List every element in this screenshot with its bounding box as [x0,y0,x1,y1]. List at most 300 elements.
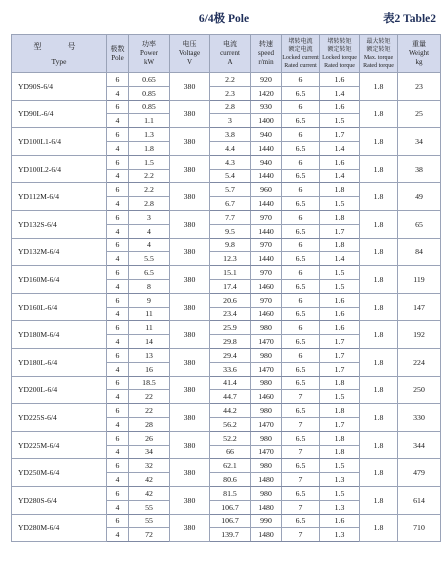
cell-locked-current: 6.5 [282,362,320,376]
cell-locked-current: 6.5 [282,86,320,100]
header-line: 额定转矩 [327,46,352,53]
cell-locked-torque: 1.5 [320,279,360,293]
cell-pole: 6 [107,293,129,307]
cell-speed: 930 [251,100,282,114]
cell-weight: 250 [398,376,441,404]
cell-speed: 1470 [251,445,282,459]
cell-current: 2.3 [210,86,251,100]
cell-weight: 344 [398,431,441,459]
cell-voltage: 380 [170,459,210,487]
cell-weight: 330 [398,404,441,432]
cell-locked-current: 6.5 [282,114,320,128]
header-line: 极数 [110,44,125,53]
cell-locked-current: 6.5 [282,514,320,528]
cell-speed: 920 [251,73,282,87]
cell-current: 41.4 [210,376,251,390]
table-row [12,404,441,418]
cell-speed: 1440 [251,197,282,211]
cell-weight: 147 [398,293,441,321]
table-row [12,486,441,500]
cell-speed: 980 [251,431,282,445]
cell-model: YD100L2-6/4 [12,155,107,183]
header-line: Locked torque [322,54,357,61]
cell-weight: 38 [398,155,441,183]
cell-voltage: 380 [170,266,210,294]
cell-model: YD225S-6/4 [12,404,107,432]
cell-power: 16 [129,362,170,376]
cell-pole: 6 [107,431,129,445]
cell-power: 72 [129,528,170,542]
cell-weight: 710 [398,514,441,542]
cell-locked-torque: 1.5 [320,390,360,404]
cell-locked-torque: 1.5 [320,114,360,128]
cell-pole: 4 [107,528,129,542]
cell-power: 1.3 [129,128,170,142]
cell-speed: 1440 [251,169,282,183]
cell-current: 2.2 [210,73,251,87]
cell-speed: 1480 [251,528,282,542]
cell-power: 22 [129,404,170,418]
table-row [12,348,441,362]
cell-speed: 970 [251,293,282,307]
header-voltage [170,35,210,73]
table-row [12,155,441,169]
cell-locked-current: 6 [282,100,320,114]
cell-pole: 4 [107,445,129,459]
cell-power: 11 [129,321,170,335]
cell-locked-torque: 1.7 [320,335,360,349]
cell-locked-current: 6.5 [282,224,320,238]
cell-locked-torque: 1.5 [320,459,360,473]
cell-current: 106.7 [210,514,251,528]
cell-pole: 4 [107,197,129,211]
cell-speed: 1470 [251,362,282,376]
cell-current: 6.7 [210,197,251,211]
cell-current: 4.4 [210,141,251,155]
cell-speed: 970 [251,238,282,252]
cell-speed: 1440 [251,252,282,266]
cell-model: YD180M-6/4 [12,321,107,349]
cell-current: 29.4 [210,348,251,362]
cell-weight: 23 [398,73,441,101]
header-line: Rated current [284,62,317,69]
cell-locked-torque: 1.8 [320,210,360,224]
cell-current: 5.4 [210,169,251,183]
cell-locked-current: 6.5 [282,404,320,418]
cell-locked-current: 6 [282,128,320,142]
cell-speed: 1470 [251,335,282,349]
cell-voltage: 380 [170,486,210,514]
cell-model: YD112M-6/4 [12,183,107,211]
table-title: 表2 Table2 [383,13,436,25]
cell-power: 4 [129,238,170,252]
header-line: Pole [111,53,124,62]
cell-locked-current: 6.5 [282,459,320,473]
cell-voltage: 380 [170,404,210,432]
cell-power: 4 [129,224,170,238]
header-line: 最大转矩 [366,38,391,45]
cell-model: YD200L-6/4 [12,376,107,404]
header-line: Power [140,49,158,57]
header-line: 堵转转矩 [327,38,352,45]
header-line: 额定电流 [288,46,313,53]
header-line: Rated torque [363,62,394,69]
table-row [12,183,441,197]
cell-locked-torque: 1.6 [320,307,360,321]
cell-locked-torque: 1.5 [320,486,360,500]
cell-pole: 6 [107,266,129,280]
cell-power: 3 [129,210,170,224]
cell-max-torque: 1.8 [360,155,398,183]
cell-power: 0.65 [129,73,170,87]
cell-weight: 49 [398,183,441,211]
cell-pole: 6 [107,321,129,335]
cell-current: 66 [210,445,251,459]
cell-power: 11 [129,307,170,321]
cell-power: 28 [129,417,170,431]
table-header-row [12,35,441,73]
header-line: Weight [408,49,430,57]
cell-speed: 1460 [251,307,282,321]
table-row [12,266,441,280]
cell-current: 7.7 [210,210,251,224]
cell-pole: 4 [107,473,129,487]
cell-model: YD90S-6/4 [12,73,107,101]
cell-current: 52.2 [210,431,251,445]
cell-current: 2.8 [210,100,251,114]
cell-max-torque: 1.8 [360,266,398,294]
cell-speed: 970 [251,266,282,280]
motor-spec-table [11,34,441,542]
cell-current: 5.7 [210,183,251,197]
header-weight [398,35,441,73]
header-line: 电压 [182,40,197,48]
cell-max-torque: 1.8 [360,404,398,432]
cell-weight: 119 [398,266,441,294]
cell-current: 29.8 [210,335,251,349]
table-row [12,238,441,252]
cell-pole: 4 [107,500,129,514]
cell-current: 33.6 [210,362,251,376]
cell-locked-torque: 1.3 [320,500,360,514]
cell-locked-current: 7 [282,445,320,459]
cell-voltage: 380 [170,238,210,266]
cell-locked-torque: 1.8 [320,376,360,390]
table-row [12,293,441,307]
header-line: 堵转电流 [288,38,313,45]
cell-model: YD132S-6/4 [12,210,107,238]
cell-locked-torque: 1.8 [320,431,360,445]
header-line: 额定转矩 [366,46,391,53]
cell-locked-current: 6.5 [282,307,320,321]
cell-weight: 614 [398,486,441,514]
cell-current: 3 [210,114,251,128]
cell-speed: 940 [251,128,282,142]
cell-power: 0.85 [129,100,170,114]
cell-current: 56.2 [210,417,251,431]
cell-locked-torque: 1.4 [320,169,360,183]
cell-current: 106.7 [210,500,251,514]
cell-speed: 1470 [251,417,282,431]
cell-locked-current: 6 [282,73,320,87]
cell-locked-current: 6.5 [282,252,320,266]
cell-power: 55 [129,514,170,528]
cell-speed: 1480 [251,500,282,514]
cell-max-torque: 1.8 [360,100,398,128]
cell-locked-torque: 1.6 [320,321,360,335]
cell-pole: 6 [107,128,129,142]
cell-voltage: 380 [170,348,210,376]
cell-current: 15.1 [210,266,251,280]
cell-locked-torque: 1.4 [320,141,360,155]
cell-locked-torque: 1.6 [320,73,360,87]
cell-power: 2.2 [129,169,170,183]
cell-pole: 6 [107,376,129,390]
cell-weight: 34 [398,128,441,156]
cell-current: 9.5 [210,224,251,238]
cell-pole: 6 [107,348,129,362]
cell-power: 14 [129,335,170,349]
cell-speed: 980 [251,348,282,362]
cell-pole: 6 [107,210,129,224]
cell-locked-torque: 1.7 [320,362,360,376]
cell-locked-torque: 1.3 [320,528,360,542]
cell-pole: 6 [107,155,129,169]
header-line: 转速 [259,40,273,48]
cell-locked-torque: 1.4 [320,86,360,100]
header-line: speed [258,49,274,57]
cell-power: 6.5 [129,266,170,280]
cell-locked-torque: 1.6 [320,514,360,528]
cell-model: YD132M-6/4 [12,238,107,266]
cell-locked-current: 6 [282,183,320,197]
header-line: 重量 [412,40,426,48]
cell-pole: 4 [107,417,129,431]
header-line: Locked current [282,54,319,61]
cell-locked-torque: 1.7 [320,224,360,238]
cell-power: 8 [129,279,170,293]
cell-speed: 1460 [251,390,282,404]
cell-current: 20.6 [210,293,251,307]
cell-locked-torque: 1.7 [320,417,360,431]
cell-current: 9.8 [210,238,251,252]
cell-locked-current: 6 [282,293,320,307]
cell-speed: 940 [251,155,282,169]
table-row [12,459,441,473]
cell-current: 12.3 [210,252,251,266]
cell-power: 13 [129,348,170,362]
cell-locked-current: 7 [282,473,320,487]
cell-voltage: 380 [170,100,210,128]
cell-pole: 4 [107,390,129,404]
cell-power: 32 [129,459,170,473]
cell-model: YD160M-6/4 [12,266,107,294]
cell-current: 25.9 [210,321,251,335]
cell-locked-torque: 1.5 [320,197,360,211]
cell-voltage: 380 [170,321,210,349]
cell-pole: 4 [107,252,129,266]
cell-model: YD160L-6/4 [12,293,107,321]
cell-model: YD180L-6/4 [12,348,107,376]
cell-model: YD90L-6/4 [12,100,107,128]
cell-pole: 6 [107,183,129,197]
cell-power: 26 [129,431,170,445]
cell-max-torque: 1.8 [360,514,398,542]
cell-weight: 224 [398,348,441,376]
cell-locked-torque: 1.7 [320,128,360,142]
cell-pole: 4 [107,362,129,376]
cell-locked-current: 6.5 [282,376,320,390]
cell-speed: 1460 [251,279,282,293]
cell-locked-current: 6 [282,238,320,252]
cell-pole: 4 [107,141,129,155]
cell-locked-torque: 1.8 [320,238,360,252]
cell-power: 34 [129,445,170,459]
cell-locked-torque: 1.3 [320,473,360,487]
cell-max-torque: 1.8 [360,459,398,487]
cell-max-torque: 1.8 [360,293,398,321]
cell-power: 1.1 [129,114,170,128]
cell-speed: 1480 [251,473,282,487]
header-locked-current [282,35,320,73]
cell-current: 62.1 [210,459,251,473]
cell-pole: 4 [107,169,129,183]
cell-speed: 1400 [251,114,282,128]
cell-voltage: 380 [170,183,210,211]
header-type-en: Type [51,56,67,66]
header-line: 电流 [223,40,237,48]
cell-locked-current: 6.5 [282,279,320,293]
cell-weight: 65 [398,210,441,238]
cell-speed: 1440 [251,224,282,238]
cell-voltage: 380 [170,73,210,101]
header-line: r/min [258,58,274,66]
cell-pole: 6 [107,486,129,500]
cell-speed: 980 [251,376,282,390]
cell-pole: 6 [107,73,129,87]
header-line: V [186,58,193,66]
cell-locked-torque: 1.8 [320,445,360,459]
cell-speed: 980 [251,459,282,473]
cell-pole: 6 [107,238,129,252]
cell-voltage: 380 [170,293,210,321]
cell-voltage: 380 [170,210,210,238]
title-row [0,4,448,26]
header-line: kg [415,58,423,66]
header-type [12,35,107,73]
cell-locked-current: 6.5 [282,335,320,349]
table-row [12,376,441,390]
cell-max-torque: 1.8 [360,431,398,459]
cell-speed: 980 [251,321,282,335]
cell-locked-current: 7 [282,500,320,514]
cell-locked-torque: 1.7 [320,348,360,362]
cell-locked-current: 6.5 [282,141,320,155]
cell-max-torque: 1.8 [360,321,398,349]
cell-weight: 25 [398,100,441,128]
cell-speed: 1420 [251,86,282,100]
header-line: A [227,58,233,66]
header-line: current [220,49,240,57]
cell-locked-current: 6 [282,210,320,224]
cell-pole: 6 [107,404,129,418]
header-type-zh: 型 号 [33,41,85,51]
header-line: Rated torque [324,62,355,69]
cell-pole: 4 [107,114,129,128]
cell-pole: 6 [107,100,129,114]
cell-locked-current: 6.5 [282,431,320,445]
table-row [12,100,441,114]
cell-max-torque: 1.8 [360,73,398,101]
header-pole [107,35,129,73]
cell-pole: 6 [107,459,129,473]
cell-model: YD225M-6/4 [12,431,107,459]
cell-current: 23.4 [210,307,251,321]
cell-voltage: 380 [170,155,210,183]
cell-power: 22 [129,390,170,404]
cell-current: 44.7 [210,390,251,404]
cell-max-torque: 1.8 [360,210,398,238]
header-max-torque [360,35,398,73]
header-line: 功率 [142,40,156,48]
cell-locked-current: 6.5 [282,197,320,211]
cell-speed: 960 [251,183,282,197]
header-locked-torque [320,35,360,73]
cell-model: YD280S-6/4 [12,486,107,514]
table-row [12,73,441,87]
header-line: Max. torque [363,54,394,61]
cell-power: 2.8 [129,197,170,211]
cell-power: 5.5 [129,252,170,266]
cell-speed: 980 [251,486,282,500]
cell-current: 17.4 [210,279,251,293]
cell-pole: 4 [107,279,129,293]
cell-current: 4.3 [210,155,251,169]
header-speed [251,35,282,73]
cell-max-torque: 1.8 [360,238,398,266]
cell-locked-torque: 1.6 [320,155,360,169]
cell-pole: 4 [107,86,129,100]
header-power [129,35,170,73]
cell-current: 80.6 [210,473,251,487]
cell-max-torque: 1.8 [360,128,398,156]
cell-pole: 4 [107,224,129,238]
cell-locked-torque: 1.6 [320,293,360,307]
cell-locked-current: 6 [282,348,320,362]
cell-power: 18.5 [129,376,170,390]
cell-current: 139.7 [210,528,251,542]
cell-speed: 970 [251,210,282,224]
cell-weight: 192 [398,321,441,349]
cell-locked-current: 6 [282,155,320,169]
cell-power: 1.8 [129,141,170,155]
cell-voltage: 380 [170,514,210,542]
table-body [12,73,441,542]
cell-pole: 4 [107,307,129,321]
cell-locked-current: 7 [282,528,320,542]
cell-locked-current: 6.5 [282,169,320,183]
cell-power: 1.5 [129,155,170,169]
cell-current: 81.5 [210,486,251,500]
cell-locked-torque: 1.5 [320,266,360,280]
table-row [12,431,441,445]
cell-locked-torque: 1.6 [320,100,360,114]
cell-voltage: 380 [170,376,210,404]
cell-locked-torque: 1.8 [320,183,360,197]
cell-power: 9 [129,293,170,307]
cell-max-torque: 1.8 [360,486,398,514]
cell-pole: 4 [107,335,129,349]
